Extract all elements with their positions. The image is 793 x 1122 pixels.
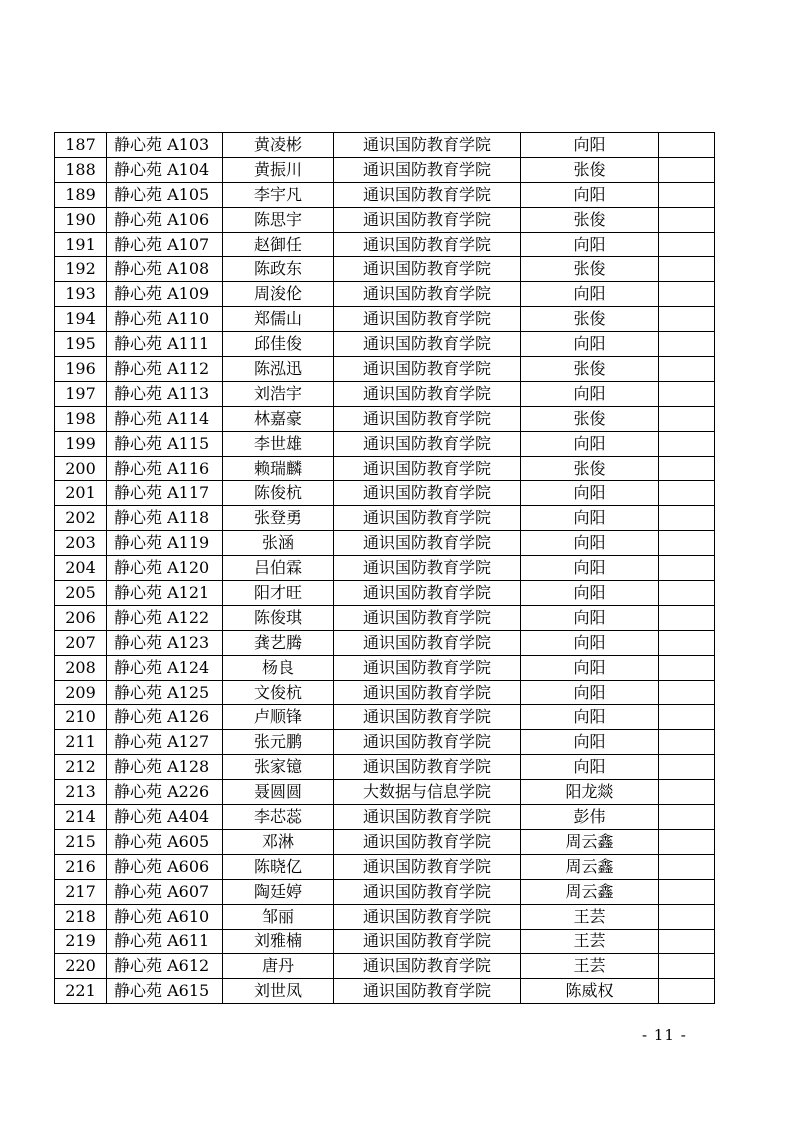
table-row: [55, 456, 715, 481]
student-name-cell: 聂圆圆: [223, 780, 334, 805]
room-cell: 静心苑 A109: [107, 282, 223, 307]
row-number-cell: 209: [55, 680, 107, 705]
note-cell: [659, 556, 715, 581]
row-number-cell: 212: [55, 755, 107, 780]
college-cell: 通识国防教育学院: [334, 879, 521, 904]
table-row: [55, 506, 715, 531]
college-cell: 通识国防教育学院: [334, 406, 521, 431]
note-cell: [659, 581, 715, 606]
note-cell: [659, 207, 715, 232]
note-cell: [659, 904, 715, 929]
advisor-cell: 向阳: [521, 605, 659, 630]
student-name-cell: 刘浩宇: [223, 381, 334, 406]
row-number-cell: 206: [55, 605, 107, 630]
advisor-cell: 张俊: [521, 207, 659, 232]
room-cell: 静心苑 A105: [107, 182, 223, 207]
room-cell: 静心苑 A610: [107, 904, 223, 929]
table-row: [55, 854, 715, 879]
college-cell: 通识国防教育学院: [334, 307, 521, 332]
room-cell: 静心苑 A116: [107, 456, 223, 481]
college-cell: 通识国防教育学院: [334, 805, 521, 830]
table-row: [55, 431, 715, 456]
row-number-cell: 190: [55, 207, 107, 232]
advisor-cell: 向阳: [521, 630, 659, 655]
college-cell: 通识国防教育学院: [334, 979, 521, 1004]
room-cell: 静心苑 A121: [107, 581, 223, 606]
table-row: [55, 282, 715, 307]
row-number-cell: 204: [55, 556, 107, 581]
student-name-cell: 郑儒山: [223, 307, 334, 332]
row-number-cell: 217: [55, 879, 107, 904]
advisor-cell: 向阳: [521, 680, 659, 705]
advisor-cell: 向阳: [521, 730, 659, 755]
advisor-cell: 向阳: [521, 655, 659, 680]
row-number-cell: 220: [55, 954, 107, 979]
college-cell: 通识国防教育学院: [334, 157, 521, 182]
row-number-cell: 218: [55, 904, 107, 929]
table-row: [55, 929, 715, 954]
table-row: [55, 904, 715, 929]
table-row: [55, 257, 715, 282]
college-cell: 通识国防教育学院: [334, 357, 521, 382]
room-cell: 静心苑 A123: [107, 630, 223, 655]
row-number-cell: 210: [55, 705, 107, 730]
room-cell: 静心苑 A127: [107, 730, 223, 755]
note-cell: [659, 431, 715, 456]
roster-table: [54, 132, 715, 1004]
row-number-cell: 194: [55, 307, 107, 332]
advisor-cell: 向阳: [521, 381, 659, 406]
room-cell: 静心苑 A124: [107, 655, 223, 680]
note-cell: [659, 705, 715, 730]
row-number-cell: 199: [55, 431, 107, 456]
advisor-cell: 向阳: [521, 581, 659, 606]
room-cell: 静心苑 A104: [107, 157, 223, 182]
student-name-cell: 黄振川: [223, 157, 334, 182]
table-row: [55, 232, 715, 257]
advisor-cell: 王芸: [521, 954, 659, 979]
room-cell: 静心苑 A110: [107, 307, 223, 332]
advisor-cell: 向阳: [521, 182, 659, 207]
student-name-cell: 杨良: [223, 655, 334, 680]
room-cell: 静心苑 A226: [107, 780, 223, 805]
student-name-cell: 陈政东: [223, 257, 334, 282]
table-row: [55, 829, 715, 854]
note-cell: [659, 630, 715, 655]
table-row: [55, 730, 715, 755]
advisor-cell: 彭伟: [521, 805, 659, 830]
advisor-cell: 周云鑫: [521, 879, 659, 904]
room-cell: 静心苑 A118: [107, 506, 223, 531]
note-cell: [659, 805, 715, 830]
student-name-cell: 龚艺腾: [223, 630, 334, 655]
note-cell: [659, 755, 715, 780]
student-name-cell: 陈思宇: [223, 207, 334, 232]
college-cell: 通识国防教育学院: [334, 655, 521, 680]
student-name-cell: 刘雅楠: [223, 929, 334, 954]
advisor-cell: 张俊: [521, 406, 659, 431]
room-cell: 静心苑 A607: [107, 879, 223, 904]
student-name-cell: 吕伯霖: [223, 556, 334, 581]
table-row: [55, 954, 715, 979]
table-row: [55, 755, 715, 780]
college-cell: 通识国防教育学院: [334, 332, 521, 357]
advisor-cell: 张俊: [521, 157, 659, 182]
note-cell: [659, 655, 715, 680]
row-number-cell: 201: [55, 481, 107, 506]
student-name-cell: 李芯蕊: [223, 805, 334, 830]
college-cell: 通识国防教育学院: [334, 705, 521, 730]
room-cell: 静心苑 A611: [107, 929, 223, 954]
student-name-cell: 张涵: [223, 531, 334, 556]
advisor-cell: 陈威权: [521, 979, 659, 1004]
row-number-cell: 200: [55, 456, 107, 481]
table-row: [55, 705, 715, 730]
table-row: [55, 381, 715, 406]
row-number-cell: 203: [55, 531, 107, 556]
table-row: [55, 357, 715, 382]
note-cell: [659, 829, 715, 854]
student-name-cell: 陈晓亿: [223, 854, 334, 879]
college-cell: 通识国防教育学院: [334, 207, 521, 232]
college-cell: 通识国防教育学院: [334, 755, 521, 780]
college-cell: 通识国防教育学院: [334, 680, 521, 705]
student-name-cell: 赵御任: [223, 232, 334, 257]
row-number-cell: 216: [55, 854, 107, 879]
note-cell: [659, 929, 715, 954]
college-cell: 通识国防教育学院: [334, 456, 521, 481]
advisor-cell: 王芸: [521, 929, 659, 954]
student-name-cell: 张登勇: [223, 506, 334, 531]
row-number-cell: 208: [55, 655, 107, 680]
row-number-cell: 215: [55, 829, 107, 854]
advisor-cell: 王芸: [521, 904, 659, 929]
college-cell: 通识国防教育学院: [334, 929, 521, 954]
note-cell: [659, 182, 715, 207]
page-number: - 11 -: [642, 1026, 687, 1044]
advisor-cell: 向阳: [521, 133, 659, 158]
advisor-cell: 周云鑫: [521, 829, 659, 854]
room-cell: 静心苑 A112: [107, 357, 223, 382]
room-cell: 静心苑 A108: [107, 257, 223, 282]
row-number-cell: 205: [55, 581, 107, 606]
note-cell: [659, 854, 715, 879]
row-number-cell: 202: [55, 506, 107, 531]
note-cell: [659, 506, 715, 531]
note-cell: [659, 531, 715, 556]
college-cell: 通识国防教育学院: [334, 431, 521, 456]
note-cell: [659, 680, 715, 705]
row-number-cell: 207: [55, 630, 107, 655]
table-row: [55, 481, 715, 506]
row-number-cell: 211: [55, 730, 107, 755]
table-row: [55, 406, 715, 431]
note-cell: [659, 282, 715, 307]
college-cell: 通识国防教育学院: [334, 854, 521, 879]
student-name-cell: 邹丽: [223, 904, 334, 929]
student-name-cell: 李世雄: [223, 431, 334, 456]
table-row: [55, 605, 715, 630]
student-name-cell: 李宇凡: [223, 182, 334, 207]
note-cell: [659, 381, 715, 406]
college-cell: 通识国防教育学院: [334, 282, 521, 307]
college-cell: 通识国防教育学院: [334, 531, 521, 556]
row-number-cell: 196: [55, 357, 107, 382]
room-cell: 静心苑 A128: [107, 755, 223, 780]
row-number-cell: 197: [55, 381, 107, 406]
table-row: [55, 805, 715, 830]
row-number-cell: 191: [55, 232, 107, 257]
student-name-cell: 周浚伦: [223, 282, 334, 307]
student-name-cell: 邓淋: [223, 829, 334, 854]
note-cell: [659, 979, 715, 1004]
student-name-cell: 张家镱: [223, 755, 334, 780]
advisor-cell: 向阳: [521, 332, 659, 357]
student-name-cell: 张元鹏: [223, 730, 334, 755]
note-cell: [659, 357, 715, 382]
table-row: [55, 655, 715, 680]
room-cell: 静心苑 A612: [107, 954, 223, 979]
student-name-cell: 陈泓迅: [223, 357, 334, 382]
note-cell: [659, 232, 715, 257]
table-row: [55, 531, 715, 556]
room-cell: 静心苑 A404: [107, 805, 223, 830]
room-cell: 静心苑 A122: [107, 605, 223, 630]
advisor-cell: 张俊: [521, 257, 659, 282]
table-row: [55, 307, 715, 332]
note-cell: [659, 481, 715, 506]
advisor-cell: 张俊: [521, 357, 659, 382]
student-name-cell: 文俊杭: [223, 680, 334, 705]
college-cell: 通识国防教育学院: [334, 829, 521, 854]
row-number-cell: 192: [55, 257, 107, 282]
room-cell: 静心苑 A111: [107, 332, 223, 357]
college-cell: 通识国防教育学院: [334, 257, 521, 282]
room-cell: 静心苑 A107: [107, 232, 223, 257]
table-row: [55, 879, 715, 904]
note-cell: [659, 157, 715, 182]
table-row: [55, 680, 715, 705]
row-number-cell: 198: [55, 406, 107, 431]
college-cell: 通识国防教育学院: [334, 556, 521, 581]
note-cell: [659, 879, 715, 904]
room-cell: 静心苑 A120: [107, 556, 223, 581]
college-cell: 通识国防教育学院: [334, 381, 521, 406]
advisor-cell: 向阳: [521, 232, 659, 257]
room-cell: 静心苑 A119: [107, 531, 223, 556]
college-cell: 大数据与信息学院: [334, 780, 521, 805]
note-cell: [659, 307, 715, 332]
room-cell: 静心苑 A103: [107, 133, 223, 158]
table-row: [55, 207, 715, 232]
table-row: [55, 157, 715, 182]
room-cell: 静心苑 A113: [107, 381, 223, 406]
note-cell: [659, 730, 715, 755]
row-number-cell: 214: [55, 805, 107, 830]
student-name-cell: 赖瑞麟: [223, 456, 334, 481]
room-cell: 静心苑 A114: [107, 406, 223, 431]
row-number-cell: 221: [55, 979, 107, 1004]
advisor-cell: 张俊: [521, 456, 659, 481]
room-cell: 静心苑 A125: [107, 680, 223, 705]
advisor-cell: 向阳: [521, 556, 659, 581]
college-cell: 通识国防教育学院: [334, 232, 521, 257]
college-cell: 通识国防教育学院: [334, 506, 521, 531]
note-cell: [659, 456, 715, 481]
student-name-cell: 刘世凤: [223, 979, 334, 1004]
student-name-cell: 黄凌彬: [223, 133, 334, 158]
table-row: [55, 979, 715, 1004]
table-row: [55, 133, 715, 158]
advisor-cell: 向阳: [521, 506, 659, 531]
note-cell: [659, 605, 715, 630]
note-cell: [659, 780, 715, 805]
student-name-cell: 邱佳俊: [223, 332, 334, 357]
college-cell: 通识国防教育学院: [334, 481, 521, 506]
advisor-cell: 向阳: [521, 481, 659, 506]
advisor-cell: 向阳: [521, 431, 659, 456]
college-cell: 通识国防教育学院: [334, 605, 521, 630]
student-name-cell: 陶廷婷: [223, 879, 334, 904]
college-cell: 通识国防教育学院: [334, 182, 521, 207]
room-cell: 静心苑 A615: [107, 979, 223, 1004]
note-cell: [659, 332, 715, 357]
row-number-cell: 193: [55, 282, 107, 307]
student-name-cell: 唐丹: [223, 954, 334, 979]
student-name-cell: 陈俊杭: [223, 481, 334, 506]
table-row: [55, 332, 715, 357]
advisor-cell: 张俊: [521, 307, 659, 332]
student-name-cell: 阳才旺: [223, 581, 334, 606]
student-name-cell: 林嘉豪: [223, 406, 334, 431]
advisor-cell: 周云鑫: [521, 854, 659, 879]
table-row: [55, 630, 715, 655]
student-name-cell: 卢顺锋: [223, 705, 334, 730]
college-cell: 通识国防教育学院: [334, 133, 521, 158]
advisor-cell: 阳龙燚: [521, 780, 659, 805]
college-cell: 通识国防教育学院: [334, 581, 521, 606]
row-number-cell: 188: [55, 157, 107, 182]
room-cell: 静心苑 A606: [107, 854, 223, 879]
room-cell: 静心苑 A106: [107, 207, 223, 232]
table-row: [55, 581, 715, 606]
room-cell: 静心苑 A605: [107, 829, 223, 854]
note-cell: [659, 133, 715, 158]
college-cell: 通识国防教育学院: [334, 904, 521, 929]
row-number-cell: 195: [55, 332, 107, 357]
row-number-cell: 189: [55, 182, 107, 207]
row-number-cell: 213: [55, 780, 107, 805]
advisor-cell: 向阳: [521, 755, 659, 780]
table-row: [55, 182, 715, 207]
room-cell: 静心苑 A115: [107, 431, 223, 456]
note-cell: [659, 954, 715, 979]
row-number-cell: 219: [55, 929, 107, 954]
college-cell: 通识国防教育学院: [334, 630, 521, 655]
college-cell: 通识国防教育学院: [334, 954, 521, 979]
room-cell: 静心苑 A117: [107, 481, 223, 506]
table-row: [55, 556, 715, 581]
student-name-cell: 陈俊琪: [223, 605, 334, 630]
roster-body: [55, 133, 715, 1004]
note-cell: [659, 257, 715, 282]
note-cell: [659, 406, 715, 431]
advisor-cell: 向阳: [521, 531, 659, 556]
college-cell: 通识国防教育学院: [334, 730, 521, 755]
advisor-cell: 向阳: [521, 705, 659, 730]
room-cell: 静心苑 A126: [107, 705, 223, 730]
advisor-cell: 向阳: [521, 282, 659, 307]
table-row: [55, 780, 715, 805]
row-number-cell: 187: [55, 133, 107, 158]
